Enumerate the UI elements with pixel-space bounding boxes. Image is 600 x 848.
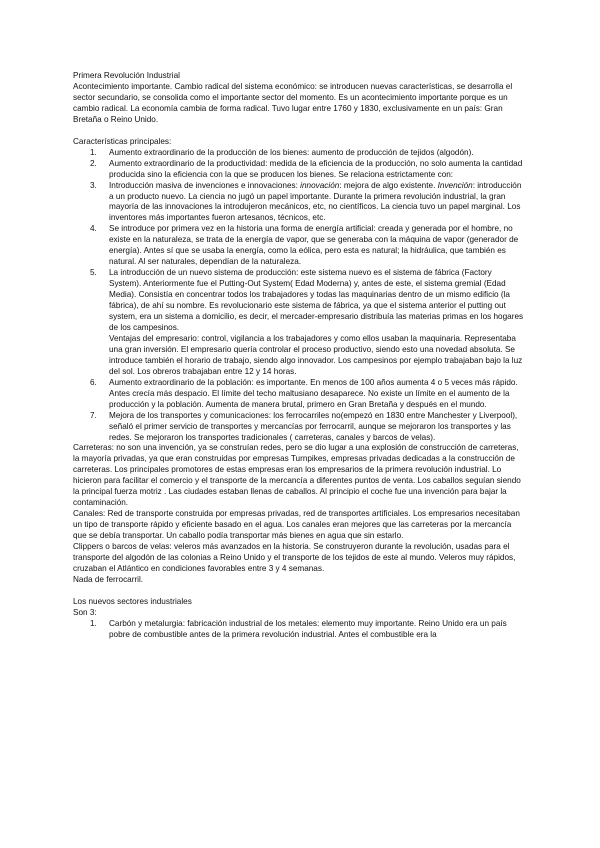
spacer — [73, 586, 525, 597]
list-item — [73, 378, 525, 411]
list-number: 4. — [90, 224, 97, 234]
list-number: 3. — [90, 180, 97, 190]
list-item — [73, 411, 525, 444]
list-item — [73, 619, 525, 641]
list-number: 7. — [90, 410, 97, 420]
list-item-text: Aumento extraordinario de la población: es importante. En menos de 100 años aumenta 4 o 5 veces más rápido. Antes crecía más despacio. El límite del techo maltusiano desaparece. No existe un límite en el aumento de la producción y la población. Aumenta de manera brutal, primero en Gran Bretaña y después en el mundo. — [109, 377, 518, 409]
list-item-text: Introducción masiva de invenciones e innovaciones: — [109, 180, 301, 190]
list-item-text: Aumento extraordinario de la productividad: medida de la eficiencia de la producción, no solo aumenta la cantidad producida sino la eficiencia con la que se producen los bienes. Se relaciona estrictamente con: — [109, 158, 523, 179]
list-item — [73, 159, 525, 181]
list-item — [73, 181, 525, 225]
list-item-text: Aumento extraordinario de la producción de los bienes: aumento de producción de tejidos (algodón). — [109, 147, 474, 157]
list-item-text: : introducción a un producto nuevo. La ciencia no jugó un papel importante. Durante la primera revolución industrial, la gran mayoría de las innovaciones la introdujeron mecánicos, etc, no científicos. La ciencia tuvo un papel marginal. Los inventores más importantes fueron artesanos, técnicos, etc. — [109, 180, 522, 223]
list-item-text: Se introduce por primera vez en la historia una forma de energía artificial: creada y generada por el hombre, no existe en la naturaleza, se trata de la energía de vapor, que se generaba con la máquina de vapor (generador de energía). Antes sí que se usaba la energía, como la eólica, pero esta es natural; la hidráulica, que también es natural. Al ser naturales, dependían de la naturaleza. — [109, 224, 519, 267]
list-number: 1. — [90, 618, 97, 628]
railway-note: Nada de ferrocarril. — [73, 574, 144, 584]
roads-paragraph: Carreteras: no son una invención, ya se construían redes, pero se dio lugar a una explosión de construcción de carreteras, la mayoría privadas, ya que eran construidas por empresas Turnpikes, empresas privadas dedicadas a la construcción de carreteras. Los principales promotores de estas empresas eran los empresarios de la primera revolución industrial. Lo hicieron para facilitar el comercio y el transporte de la mercancía a diferentes puntos de venta. Los caballos seguían siendo la principal fuerza motriz . Las ciudades estaban llenas de caballos. Al principio el coche fue una invención para bajar la contaminación. — [73, 443, 521, 508]
features-list — [73, 148, 525, 444]
emphasis-term: innovación — [300, 180, 340, 190]
document-page — [73, 71, 525, 641]
sectors-list — [73, 619, 525, 641]
list-item-text: La introducción de un nuevo sistema de producción: este sistema nuevo es el sistema de fábrica (Factory System). Anteriormente fue el Putting-Out System( Edad Moderna) y, antes de este, el sistema gremial (Edad Media). Consistía en concentrar todos los trabajadores y todas las maquinarias dentro de un mismo edificio (la fábrica), de ahí su nombre. Es revolucionario este sistema de fábrica, ya que el sistema anterior el putting out system, era un sistema a domicilio, es decir, el mercader-empresario distribuía las materias primas en los hogares de los campesinos. — [109, 268, 524, 332]
features-heading: Características principales: — [73, 136, 172, 146]
spacer — [73, 126, 525, 137]
clippers-paragraph: Clippers o barcos de velas: veleros más avanzados en la historia. Se construyeron durante la revolución, usadas para el transporte del algodón de las colonias a Reino Unido y el transporte de los tejidos de este al mundo. Veleros muy rápidos, cruzaban el Atlántico en condiciones favorables entre 3 y 4 semanas. — [73, 542, 516, 573]
canals-paragraph: Canales: Red de transporte construida por empresas privadas, red de transportes artificiales. Los empresarios necesitaban un tipo de transporte rápido y eficiente basado en el agua. Los canales eran mejores que las carreteras por la mercancía que se debía transportar. Un caballo podía transportar más bienes en agua que sin estarlo. — [73, 509, 520, 541]
document-title: Primera Revolución Industrial — [73, 71, 180, 80]
list-number: 6. — [90, 377, 97, 387]
list-item-text: Carbón y metalurgia: fabricación industrial de los metales: elemento muy importante. Reino Unido era un país pobre de combustible antes de la primera revolución industrial. Antes el combustible era la — [109, 618, 507, 639]
list-item-text: : mejora de algo existente. — [339, 180, 438, 190]
sectors-count: Son 3: — [73, 607, 97, 617]
list-item — [73, 224, 525, 268]
list-item-text: Mejora de los transportes y comunicaciones: los ferrocarriles no(empezó en 1830 entre Manchester y Liverpool), señaló el primer servicio de transportes y mercancías por ferrocarril, aunque se mejoraron los transportes y las redes. Se mejoraron los transportes tradicionales ( carreteras, canales y barcos de velas). — [109, 410, 518, 442]
list-number: 5. — [90, 268, 97, 278]
intro-paragraph: Acontecimiento importante. Cambio radical del sistema económico: se introducen nuevas características, se desarrolla el sector secundario, se consolida como el importante sector del momento. Es un acontecimiento importante porque es un cambio radical. La economía cambia de forma radical. Tuvo lugar entre 1760 y 1830, exclusivamente en un país: Gran Bretaña o Reino Unido. — [73, 81, 513, 124]
list-number: 1. — [90, 147, 97, 157]
sectors-heading: Los nuevos sectores industriales — [73, 596, 192, 606]
list-number: 2. — [90, 158, 97, 168]
list-item — [73, 268, 525, 378]
list-item-extra: Ventajas del empresario: control, vigilancia a los trabajadores y como ellos usaban la maquinaria. Representaba una gran inversión. El empresario quería controlar el proceso productivo, siendo esto una novedad absoluta. Se introduce también el horario de trabajo, siendo algo innovador. Los campesinos por ejemplo trabajaban bajo la luz del sol. Los obreros trabajaban entre 12 y 14 horas. — [109, 333, 523, 376]
emphasis-term: Invención — [437, 180, 473, 190]
list-item — [73, 148, 525, 159]
